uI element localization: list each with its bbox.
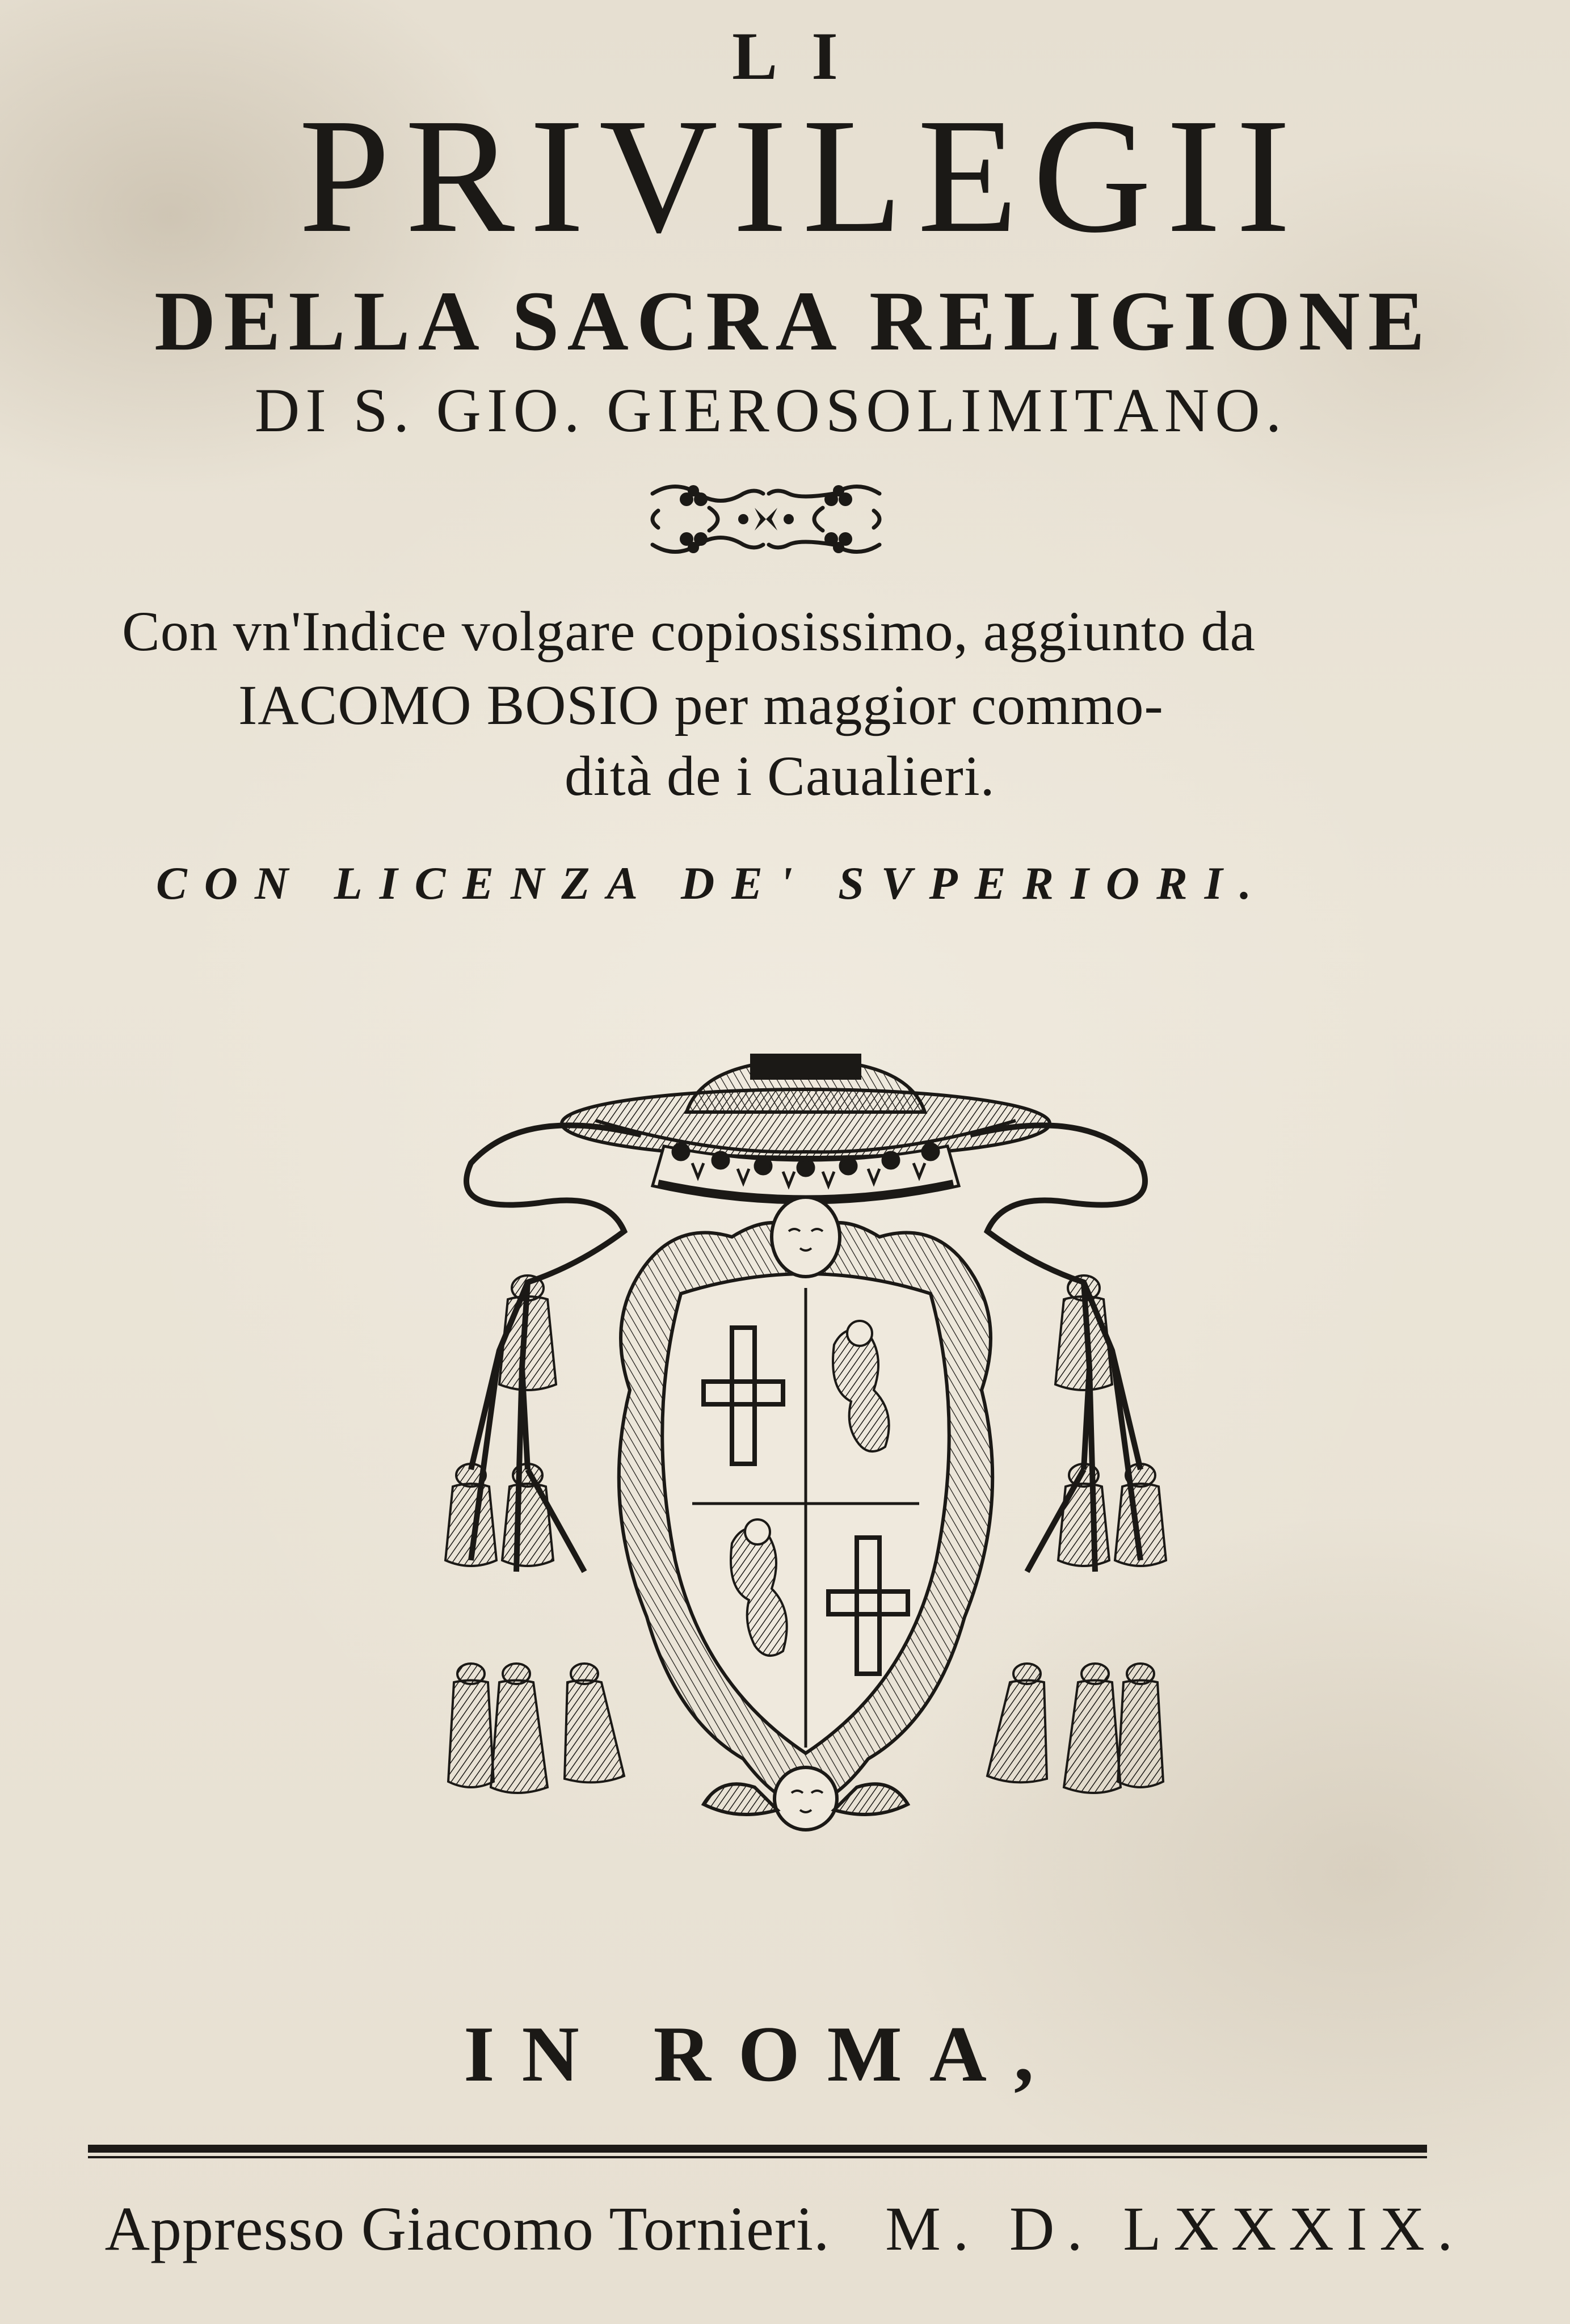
- imprint-printer: Appresso Giacomo Tornieri.: [104, 2194, 830, 2263]
- title-line-gierosolimitano: DI S. GIO. GIEROSOLIMITANO.: [254, 376, 1287, 445]
- horizontal-rule: [88, 2145, 1427, 2153]
- title-line-li: LI: [732, 18, 872, 94]
- place-of-publication: IN ROMA,: [464, 2010, 1061, 2098]
- title-line-religione: DELLA SACRA RELIGIONE: [154, 274, 1433, 368]
- galero-hat: [562, 1055, 1050, 1157]
- subtitle-line-1: Con vn'Indice volgare copiosissimo, aggiunto da: [122, 600, 1256, 663]
- coat-of-arms-icon: [437, 1050, 1175, 1878]
- imprint-line: [0, 2193, 1570, 2265]
- tassels-left: [445, 1275, 624, 1793]
- imprint-date: M. D. LXXXIX.: [885, 2194, 1466, 2263]
- fleuron-ornament-icon: [641, 477, 891, 562]
- subtitle-line-2: IACOMO BOSIO per maggior commo-: [238, 673, 1164, 736]
- subtitle-line-3: dità de i Caualieri.: [565, 744, 995, 807]
- horizontal-rule-thin: [88, 2156, 1427, 2158]
- license-line: CON LICENZA DE' SVPERIORI.: [156, 857, 1269, 909]
- title-line-privilegii: PRIVILEGII: [298, 85, 1306, 267]
- tassels-right: [987, 1275, 1166, 1793]
